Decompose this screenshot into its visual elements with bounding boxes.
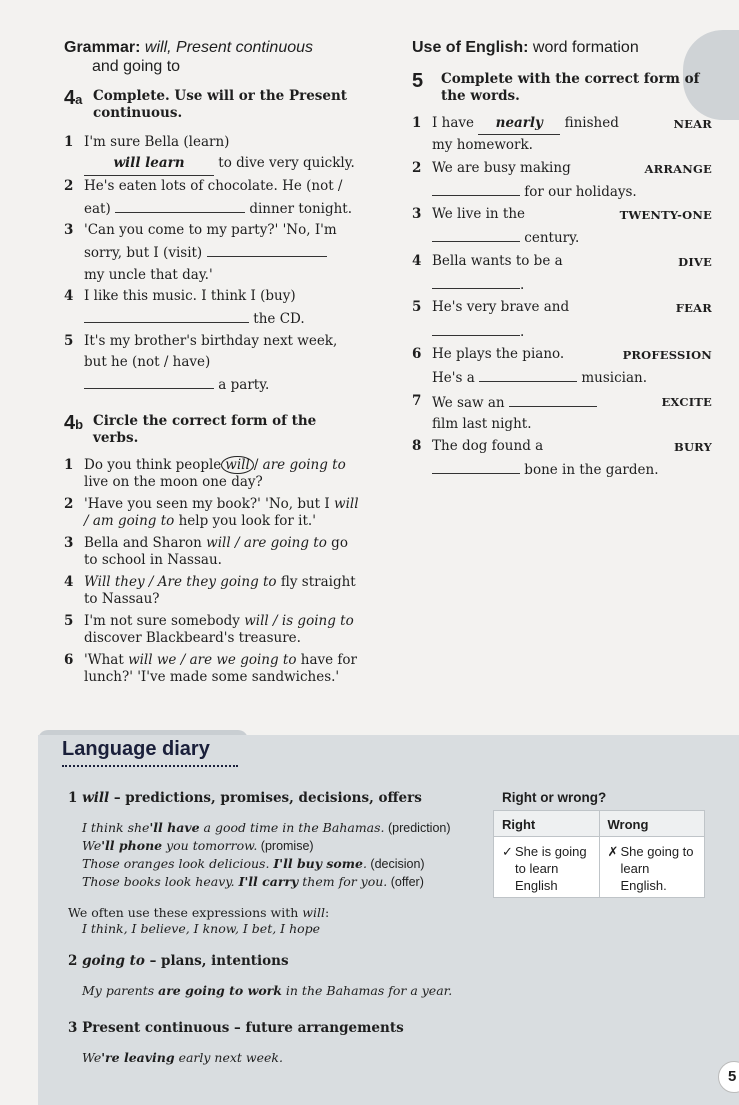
- option[interactable]: Will they: [84, 573, 145, 590]
- left-column: [64, 38, 364, 691]
- list-item: 4 Will they / Are they going to fly straight to Nassau?: [64, 573, 356, 608]
- exercise-number: 4a: [64, 87, 83, 109]
- list-item: 2 'Have you seen my book?' 'No, but I will / am going to help you look for it.': [64, 495, 359, 530]
- root-word: TWENTY-ONE: [619, 208, 712, 223]
- root-word: EXCITE: [661, 394, 712, 409]
- root-word: DIVE: [678, 254, 712, 269]
- cross-icon: ✗: [607, 844, 619, 859]
- title-underline: [62, 765, 238, 767]
- answer-blank[interactable]: [115, 197, 245, 213]
- section-heading: 1 will – predictions, promises, decisions, offers: [68, 790, 422, 806]
- answer-blank[interactable]: [207, 241, 327, 257]
- example-sentences: We're leaving early next week.: [82, 1050, 283, 1065]
- list-item: 3 We live in the TWENTY-ONE century.: [412, 206, 712, 247]
- answer-blank[interactable]: [84, 373, 214, 389]
- list-item: 2 We are busy making ARRANGE for our holidays.: [412, 159, 712, 200]
- exercise-instruction: Complete with the correct form of the words.: [441, 71, 700, 104]
- exercise-number: 4b: [64, 411, 84, 434]
- list-item: 1 I'm sure Bella (learn) will learn to dive very quickly.: [64, 132, 364, 176]
- option[interactable]: are going to: [262, 456, 346, 473]
- list-item: 1 Do you think people will / are going to live on the moon one day?: [64, 456, 346, 491]
- list-item: 5 It's my brother's birthday next week, but he (not / have) a party.: [64, 332, 338, 394]
- option[interactable]: are we going to: [189, 651, 297, 668]
- right-or-wrong-title: Right or wrong?: [502, 790, 607, 805]
- answer-blank[interactable]: [432, 320, 520, 336]
- answer-blank[interactable]: [84, 307, 249, 323]
- use-of-english-heading: Use of English: word formation: [412, 39, 639, 56]
- check-icon: ✓: [502, 844, 513, 859]
- list-item: 4 I like this music. I think I (buy) the CD.: [64, 288, 305, 328]
- list-item: 3 'Can you come to my party?' 'No, I'm sorry, but I (visit) my uncle that day.': [64, 222, 337, 283]
- option[interactable]: is going to: [281, 612, 354, 629]
- section-heading: 2 going to – plans, intentions: [68, 953, 289, 969]
- exercise-instruction: Complete. Use will or the Present continuous.: [93, 88, 348, 121]
- list-item: 8 The dog found a BURY bone in the garden.: [412, 438, 712, 479]
- list-item: 5 He's very brave and FEAR .: [412, 299, 712, 340]
- list-item: 6 'What will we / are we going to have for lunch?' 'I've made some sandwiches.': [64, 651, 357, 686]
- option[interactable]: am going to: [92, 513, 175, 530]
- exercise-4a-list: [64, 132, 364, 397]
- option[interactable]: will: [244, 612, 269, 629]
- root-word: BURY: [674, 440, 712, 455]
- diary-section-going-to: [68, 953, 508, 999]
- root-word: ARRANGE: [644, 161, 712, 176]
- list-item: 1 I have nearly finished NEAR my homework.: [412, 115, 712, 154]
- answer-blank[interactable]: [432, 226, 520, 242]
- list-item: 3 Bella and Sharon will / are going to go to school in Nassau.: [64, 534, 348, 569]
- example-sentences: My parents are going to work in the Bahamas for a year.: [82, 983, 453, 998]
- right-column: [412, 38, 712, 483]
- diary-section-will: [68, 790, 488, 937]
- option[interactable]: will: [334, 495, 359, 512]
- exercise-5-header: [412, 71, 712, 105]
- grammar-heading: Grammar: will, Present continuous and going to: [64, 39, 314, 75]
- answer-blank[interactable]: nearly: [478, 113, 560, 135]
- answer-blank[interactable]: [509, 391, 597, 407]
- page-number: 5: [718, 1061, 739, 1093]
- exercise-5-list: [412, 113, 712, 482]
- answer-blank[interactable]: [432, 180, 520, 196]
- section-heading: 3 Present continuous – future arrangements: [68, 1020, 404, 1036]
- list-item: 6 He plays the piano. PROFESSION He's a musician.: [412, 345, 712, 387]
- option[interactable]: will: [206, 534, 231, 551]
- option[interactable]: will we: [128, 651, 177, 668]
- example-sentences: I think she'll have a good time in the Bahamas. (prediction) We'll phone you tomorrow. (promise) Those oranges look delicious. I'll buy some. (decision) Those books look heavy. I'll carry them for you. (offer): [82, 820, 451, 889]
- root-word: PROFESSION: [622, 347, 712, 362]
- circled-option[interactable]: will: [221, 456, 254, 474]
- right-or-wrong-table: [493, 810, 705, 898]
- list-item: 2 He's eaten lots of chocolate. He (not / eat) dinner tonight.: [64, 177, 353, 217]
- answer-blank[interactable]: will learn: [84, 153, 214, 175]
- list-item: 5 I'm not sure somebody will / is going to discover Blackbeard's treasure.: [64, 612, 354, 647]
- diary-section-present-continuous: [68, 1020, 508, 1066]
- language-diary-title: Language diary: [62, 738, 210, 760]
- wrong-column-box: Wrong ✗ She going to learn English.: [599, 811, 705, 897]
- answer-blank[interactable]: [432, 273, 520, 289]
- exercise-instruction: Circle the correct form of the verbs.: [93, 412, 317, 446]
- root-word: NEAR: [673, 117, 712, 131]
- exercise-4b-list: [64, 457, 364, 687]
- option[interactable]: are going to: [243, 534, 327, 551]
- usage-note: We often use these expressions with will: I think, I believe, I know, I bet, I hope: [68, 905, 330, 936]
- exercise-4b-header: [64, 413, 364, 447]
- right-column-box: Right ✓ She is going to learn English: [494, 811, 599, 897]
- list-item: 4 Bella wants to be a DIVE .: [412, 252, 712, 294]
- list-item: 7 We saw an EXCITE film last night.: [412, 392, 712, 432]
- exercise-4a-header: [64, 88, 364, 122]
- option[interactable]: Are they going to: [157, 573, 277, 590]
- exercise-number: 5: [412, 70, 424, 92]
- answer-blank[interactable]: [432, 458, 520, 474]
- answer-blank[interactable]: [479, 366, 577, 382]
- root-word: FEAR: [675, 301, 712, 316]
